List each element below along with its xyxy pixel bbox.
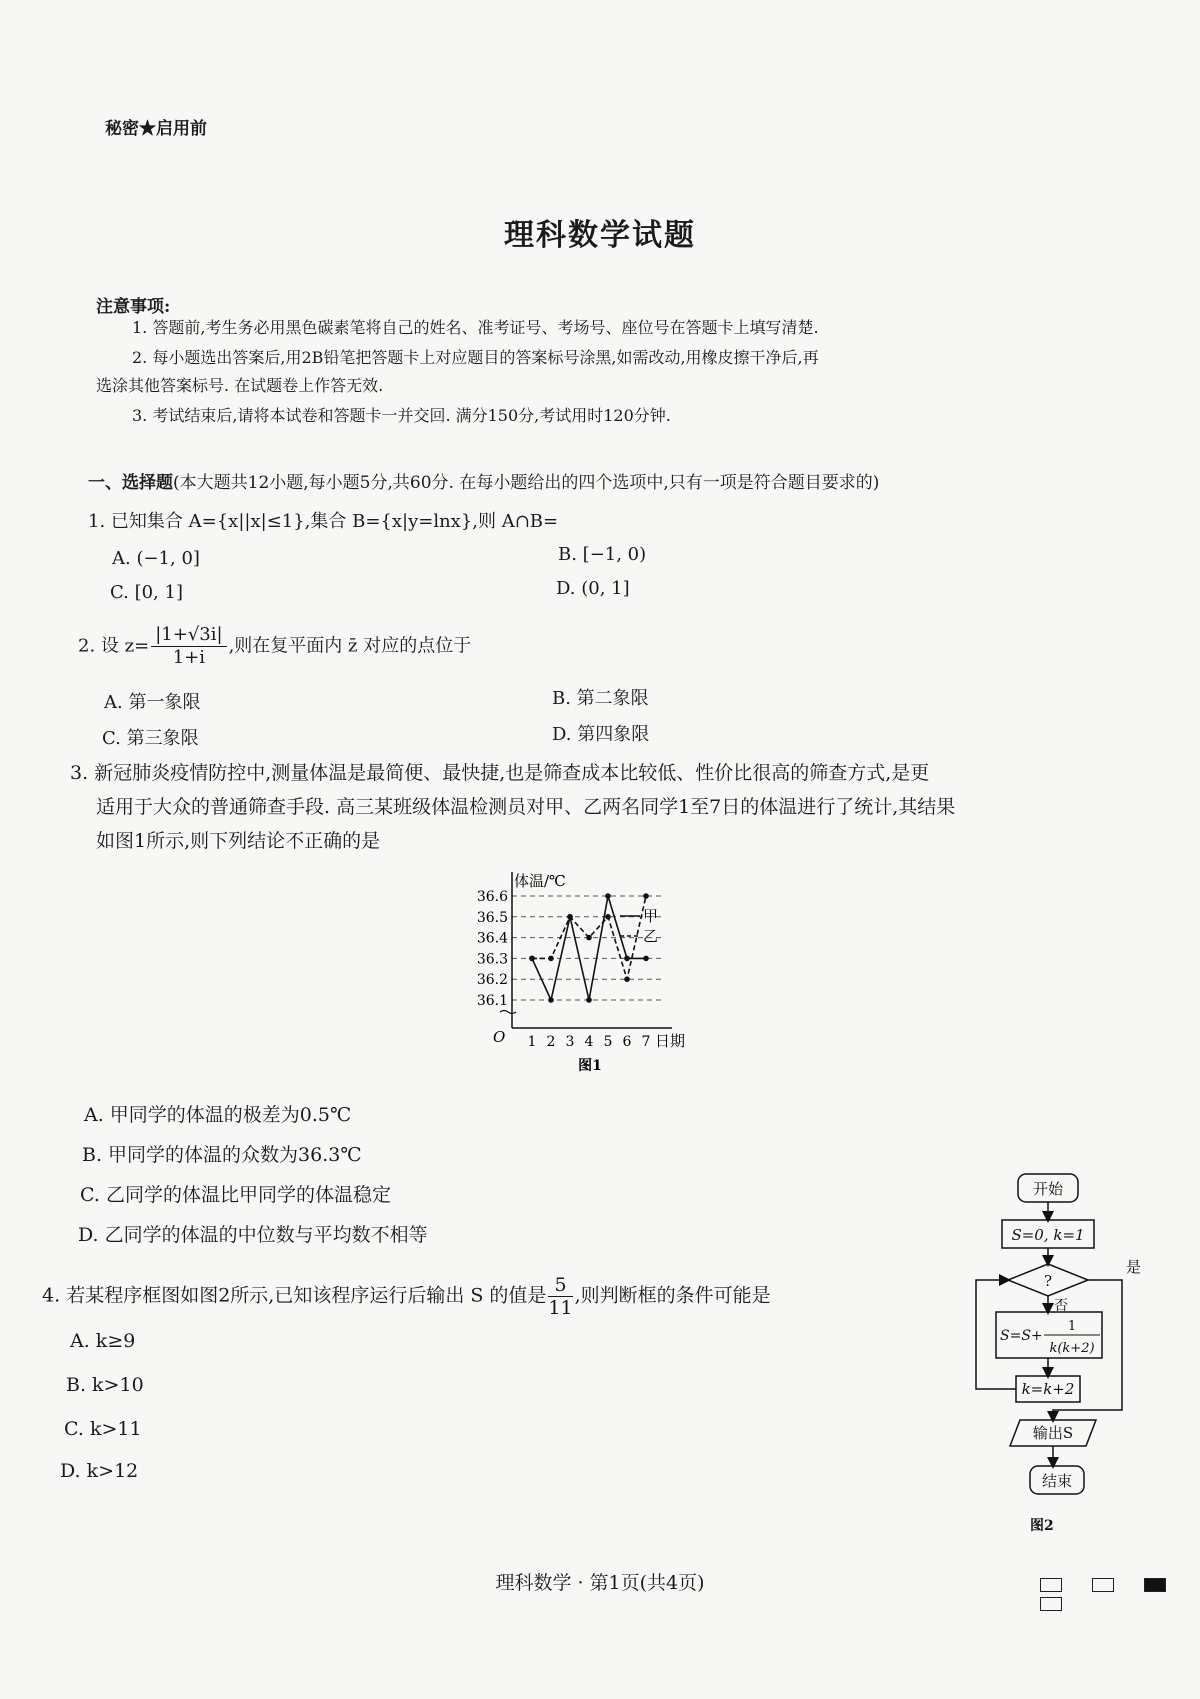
x-tick-labels xyxy=(528,1034,651,1050)
question-1 xyxy=(88,510,558,534)
question-stem: 已知集合 A={x||x|≤1},集合 B={x|y=lnx},则 A∩B= xyxy=(110,511,559,532)
data-point xyxy=(624,956,630,962)
q3-stem-line-2: 适用于大众的普通筛查手段. 高三某班级体温检测员对甲、乙两名同学1至7日的体温进行了统计,其结果 xyxy=(96,796,956,818)
question-number: 4. xyxy=(42,1284,61,1307)
y-axis-label: 体温/℃ xyxy=(514,872,566,890)
y-tick-label: 36.6 xyxy=(476,889,508,905)
q3-option-c: C. 乙同学的体温比甲同学的体温稳定 xyxy=(80,1184,391,1206)
data-point xyxy=(586,997,592,1003)
q3-option-b: B. 甲同学的体温的众数为36.3℃ xyxy=(82,1144,362,1166)
section-description: (本大题共12小题,每小题5分,共60分. 在每小题给出的四个选项中,只有一项是符合题目要求的) xyxy=(173,473,880,493)
y-tick-label: 36.4 xyxy=(476,930,508,947)
axis-break-mark xyxy=(500,1011,516,1014)
q2-option-d: D. 第四象限 xyxy=(552,724,650,745)
q3-stem-line-1 xyxy=(70,756,1110,790)
q4-option-a: A. k≥9 xyxy=(70,1330,136,1352)
notice-item-2: 2. 每小题选出答案后,用2B铅笔把答题卡上对应题目的答案标号涂黑,如需改动,用橡皮擦干净后,再 xyxy=(132,348,819,367)
fraction-denominator: 11 xyxy=(548,1297,573,1319)
data-point xyxy=(624,976,630,982)
confidential-label: 秘密★启用前 xyxy=(105,119,207,139)
update-denominator: k(k+2) xyxy=(1049,1341,1095,1356)
question-number: 1. xyxy=(88,511,106,532)
question-number: 3. xyxy=(70,762,89,784)
data-point xyxy=(548,997,554,1003)
increment-label: k=k+2 xyxy=(1021,1380,1075,1398)
x-tick-label: 7 xyxy=(641,1034,651,1050)
page-footer: 理科数学 · 第1页(共4页) xyxy=(495,1572,705,1594)
end-label: 结束 xyxy=(1041,1472,1073,1490)
fraction-numerator: |1+√3i| xyxy=(151,624,226,647)
page-marker-boxes xyxy=(1040,1574,1200,1612)
q1-option-b: B. [−1, 0) xyxy=(558,544,647,565)
q1-option-a: A. (−1, 0] xyxy=(112,548,200,569)
y-tick-label: 36.3 xyxy=(476,951,508,968)
origin-label: O xyxy=(493,1028,506,1046)
question-number: 2. xyxy=(78,635,96,657)
notice-item-2-continued: 选涂其他答案标号. 在试题卷上作答无效. xyxy=(96,376,384,395)
update-numerator: 1 xyxy=(1067,1319,1077,1334)
question-lead: 设 z= xyxy=(100,635,150,657)
q3-option-d: D. 乙同学的体温的中位数与平均数不相等 xyxy=(78,1224,428,1246)
decision-label: ? xyxy=(1043,1272,1053,1290)
marker-box-empty xyxy=(1040,1578,1062,1592)
legend-label: 甲 xyxy=(643,907,659,925)
yes-label: 是 xyxy=(1126,1258,1142,1276)
x-axis-label: 日期 xyxy=(655,1032,686,1050)
data-point xyxy=(605,914,611,920)
q2-option-c: C. 第三象限 xyxy=(102,728,199,749)
data-point xyxy=(605,893,611,899)
question-4 xyxy=(42,1274,771,1319)
q1-option-d: D. (0, 1] xyxy=(556,578,630,599)
output-label: 输出S xyxy=(1032,1424,1074,1442)
fraction-numerator: 5 xyxy=(548,1274,572,1297)
program-flowchart xyxy=(960,1168,1160,1548)
question-2 xyxy=(78,624,471,669)
y-tick-label: 36.2 xyxy=(476,972,508,989)
section-heading xyxy=(88,468,879,493)
data-point xyxy=(567,914,573,920)
data-point xyxy=(529,956,535,962)
fraction xyxy=(548,1274,572,1319)
init-label: S=0, k=1 xyxy=(1011,1226,1085,1244)
y-tick-label: 36.1 xyxy=(476,993,508,1009)
q3-option-a: A. 甲同学的体温的极差为0.5℃ xyxy=(84,1104,352,1126)
y-tick-label: 36.5 xyxy=(476,909,508,926)
notice-item-1: 1. 答题前,考生务必用黑色碳素笔将自己的姓名、准考证号、考场号、座位号在答题卡上填写清楚. xyxy=(132,318,819,337)
notice-item-3: 3. 考试结束后,请将本试卷和答题卡一并交回. 满分150分,考试用时120分钟. xyxy=(132,406,671,425)
section-title: 一、选择题 xyxy=(88,473,173,493)
y-tick-labels xyxy=(477,889,508,1009)
data-point xyxy=(643,893,649,899)
no-label: 否 xyxy=(1054,1298,1068,1314)
figure-1-caption: 图1 xyxy=(578,1058,602,1074)
data-point xyxy=(586,935,592,941)
series-lines xyxy=(529,893,649,1003)
q2-option-b: B. 第二象限 xyxy=(552,688,649,709)
x-tick-label: 5 xyxy=(603,1034,613,1050)
q4-option-c: C. k>11 xyxy=(64,1418,142,1440)
temperature-chart xyxy=(460,866,740,1076)
q4-option-b: B. k>10 xyxy=(66,1374,144,1396)
q2-option-a: A. 第一象限 xyxy=(104,692,201,713)
marker-box-empty xyxy=(1040,1597,1062,1611)
q3-stem-line-3: 如图1所示,则下列结论不正确的是 xyxy=(96,830,381,852)
question-lead: 若某程序框图如图2所示,已知该程序运行后输出 S 的值是 xyxy=(66,1284,547,1307)
legend-label: 乙 xyxy=(643,927,659,945)
update-lead: S=S+ xyxy=(1000,1328,1043,1344)
x-tick-label: 3 xyxy=(565,1034,575,1050)
question-tail: ,则在复平面内 z̄ 对应的点位于 xyxy=(228,635,472,657)
page-title: 理科数学试题 xyxy=(504,218,696,253)
x-tick-label: 6 xyxy=(622,1034,632,1050)
question-tail: ,则判断框的条件可能是 xyxy=(574,1284,771,1307)
data-point xyxy=(643,956,649,962)
marker-box-empty xyxy=(1092,1578,1114,1592)
x-tick-label: 4 xyxy=(584,1034,594,1050)
figure-2-caption: 图2 xyxy=(1030,1518,1054,1534)
start-label: 开始 xyxy=(1032,1180,1064,1198)
x-tick-label: 1 xyxy=(527,1034,537,1050)
q4-option-d: D. k>12 xyxy=(60,1460,139,1482)
series-line-1 xyxy=(532,896,646,1000)
q3-stem-text-1: 新冠肺炎疫情防控中,测量体温是最简便、最快捷,也是筛查成本比较低、性价比很高的筛查方式,是更 xyxy=(94,762,930,784)
notice-heading: 注意事项: xyxy=(96,297,171,317)
marker-box-filled xyxy=(1144,1578,1166,1592)
fraction xyxy=(151,624,226,669)
question-3 xyxy=(70,756,1110,858)
data-point xyxy=(548,956,554,962)
fraction-denominator: 1+i xyxy=(172,647,206,668)
x-tick-label: 2 xyxy=(546,1034,556,1050)
q1-option-c: C. [0, 1] xyxy=(110,582,183,603)
